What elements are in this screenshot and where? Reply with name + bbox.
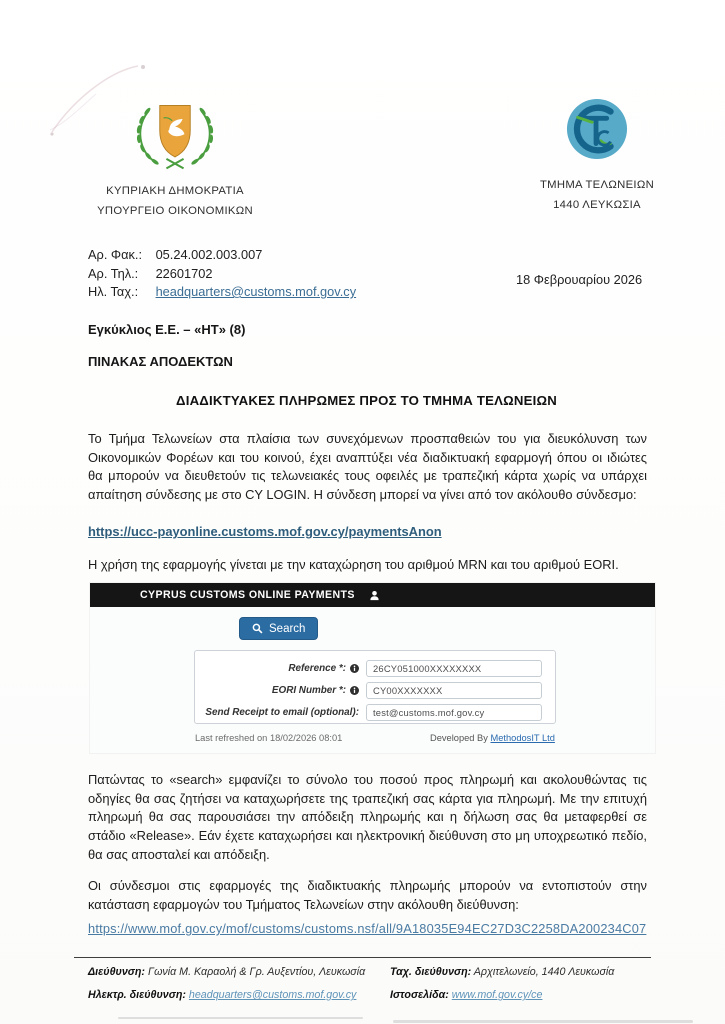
email-receipt-field-row <box>201 703 542 721</box>
info-icon[interactable] <box>350 664 359 673</box>
reference-input[interactable]: 26CY051000XXXXXXXX <box>366 660 542 677</box>
eori-field-label <box>201 685 359 696</box>
republic-name: ΚΥΠΡΙΑΚΗ ΔΗΜΟΚΡΑΤΙΑ <box>106 185 244 197</box>
developed-by-text <box>430 733 555 743</box>
footer-divider <box>74 957 651 958</box>
info-icon[interactable] <box>350 686 359 695</box>
reference-label-text: Reference *: <box>288 662 346 674</box>
footer-website-link[interactable]: www.mof.gov.cy/ce <box>451 989 543 1001</box>
paragraph-usage: Η χρήση της εφαρμογής γίνεται με την καταχώρηση του αριθμού MRN και του αριθμού EORI. <box>88 557 619 572</box>
reference-field-row <box>201 659 542 677</box>
footer-postal-value: Αρχιτελωνείο, 1440 Λευκωσία <box>473 966 615 978</box>
footer-address-value: Γωνία Μ. Καραολή & Γρ. Αυξεντίου, Λευκωσία <box>147 966 366 978</box>
search-icon <box>252 623 263 634</box>
file-number-label: Αρ. Φακ.: <box>88 247 143 262</box>
payment-portal-link[interactable]: https://ucc-payonline.customs.mof.gov.cy/paymentsAnon <box>88 524 442 539</box>
email-receipt-label-text: Send Receipt to email (optional): <box>205 706 359 718</box>
footer-postal-label: Ταχ. διεύθυνση: <box>390 966 472 978</box>
cyprus-coat-of-arms-icon <box>127 96 223 176</box>
scan-edge-artifact <box>393 1020 693 1023</box>
ministry-name: ΥΠΟΥΡΓΕΙΟ ΟΙΚΟΝΟΜΙΚΩΝ <box>97 205 253 217</box>
last-refreshed-text: Last refreshed on 18/02/2026 08:01 <box>195 733 343 743</box>
embedded-app-screenshot <box>90 583 655 753</box>
footer-email-link[interactable]: headquarters@customs.mof.gov.cy <box>188 989 357 1001</box>
department-postcode: 1440 ΛΕΥΚΩΣΙΑ <box>553 199 641 211</box>
telephone-value: 22601702 <box>155 265 213 281</box>
reference-field-label <box>201 663 359 674</box>
file-number-value: 05.24.002.003.007 <box>155 247 263 262</box>
footer-address <box>88 966 365 978</box>
footer-postal <box>390 966 614 978</box>
header-email-link[interactable]: headquarters@customs.mof.gov.cy <box>155 284 357 299</box>
file-number-row <box>88 246 356 265</box>
email-row <box>88 283 356 302</box>
department-name: ΤΜΗΜΑ ΤΕΛΩΝΕΙΩΝ <box>539 179 655 191</box>
scan-edge-artifact <box>118 1017 363 1019</box>
telephone-row <box>88 265 356 284</box>
letterhead-right <box>502 98 692 215</box>
eori-label-text: EORI Number *: <box>271 684 346 696</box>
footer-website-label: Ιστοσελίδα: <box>390 989 449 1001</box>
app-header-bar <box>90 583 655 607</box>
recipients-list-heading: ΠΙΝΑΚΑΣ ΑΠΟΔΕΚΤΩΝ <box>88 354 233 369</box>
letter-date: 18 Φεβρουαρίου 2026 <box>516 272 643 287</box>
customs-department-logo-icon <box>566 98 628 160</box>
paragraph-intro: Το Τμήμα Τελωνείων στα πλαίσια των συνεχόμενων προσπαθειών του για διευκόλυνση των Οικονομικών Φορέων και του κοινού, έχει αναπτύξει νέα διαδικτυακή εφαρμογή όπου οι ιδιώτες θα μπορούν να διευθετούν τις τελωνειακές τους οφειλές με τραπεζική κάρτα χωρίς να υπάρχει απαίτηση σύνδεσης με στο CY LOGIN. Η σύνδεση μπορεί να γίνει από τον ακόλουθο σύνδεσμο: <box>88 431 647 503</box>
paragraph-links-info: Οι σύνδεσμοι στις εφαρμογές της διαδικτυακής πληρωμής μπορούν να εντοπιστούν στην κατάσταση εφαρμογών του Τμήματος Τελωνείων στην ακόλουθη διεύθυνση: <box>88 878 647 912</box>
footer-email <box>88 989 356 1001</box>
search-button-label: Search <box>269 622 306 635</box>
customs-applications-link[interactable]: https://www.mof.gov.cy/mof/customs/customs.nsf/all/9A18035E94EC27D3C2258DA200234C07 <box>88 921 647 936</box>
footer-website <box>390 989 542 1001</box>
eori-field-row <box>201 681 542 699</box>
paragraph-instructions: Πατώντας το «search» εμφανίζει το σύνολο του ποσού προς πληρωμή και ακολουθώντας τις οδηγίες θα σας ζητήσει να καταχωρήσετε της τραπεζική σας κάρτα για πληρωμή. Με την επιτυχή πληρωμή θα σας παρουσιάσει την απόδειξη πληρωμής και η δήλωση σας θα μεταφερθεί σε στάδιο «Release». Εάν έχετε καταχωρήσει και ηλεκτρονική διεύθυνση στο μη υποχρεωτικό πεδίο, θα σας αποσταλεί και απόδειξη. <box>88 772 647 862</box>
eori-input[interactable]: CY00XXXXXXX <box>366 682 542 699</box>
app-title: CYPRUS CUSTOMS ONLINE PAYMENTS <box>140 589 355 601</box>
email-receipt-input[interactable]: test@customs.mof.gov.cy <box>366 704 542 721</box>
user-account-icon[interactable] <box>369 590 380 601</box>
email-label: Ηλ. Ταχ.: <box>88 284 139 299</box>
telephone-label: Αρ. Τηλ.: <box>88 265 139 281</box>
payment-form-panel <box>194 650 556 724</box>
letterhead-left <box>80 96 270 221</box>
email-receipt-field-label <box>201 707 359 718</box>
footer-address-label: Διεύθυνση: <box>88 966 145 978</box>
footer-email-label: Ηλεκτρ. διεύθυνση: <box>88 989 186 1001</box>
search-button[interactable] <box>239 617 318 640</box>
developer-link[interactable]: MethodosIT Ltd <box>490 733 555 743</box>
developed-by-label: Developed By <box>430 733 488 743</box>
letter-title: ΔΙΑΔΙΚΤΥΑΚΕΣ ΠΛΗΡΩΜΕΣ ΠΡΟΣ ΤΟ ΤΜΗΜΑ ΤΕΛΩΝΕΙΩΝ <box>176 393 557 408</box>
circular-number: Εγκύκλιος Ε.Ε. – «ΗΤ» (8) <box>88 322 246 337</box>
reference-block <box>88 246 356 302</box>
